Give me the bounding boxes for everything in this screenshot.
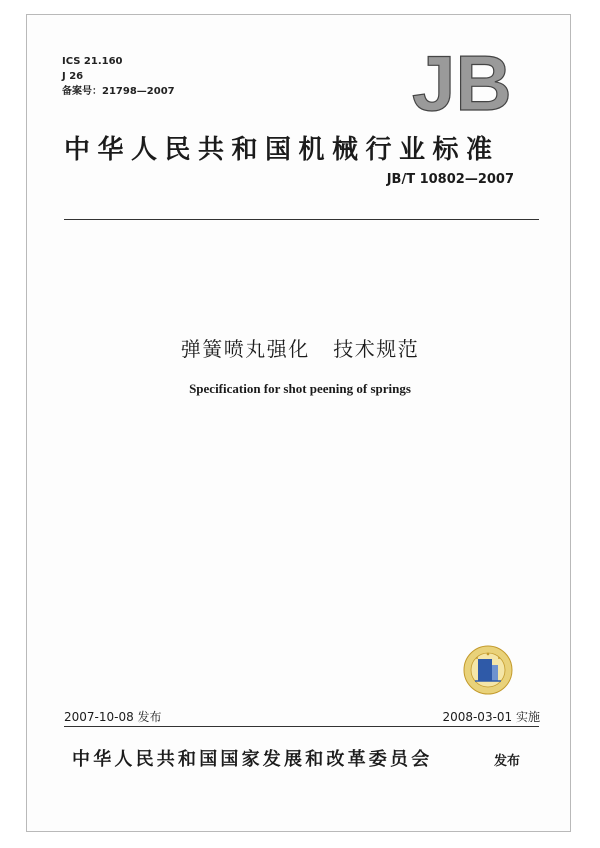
cover-metadata — [62, 54, 175, 99]
jb-logo-letters: JB — [412, 44, 512, 116]
jb-logo-graphic — [408, 44, 520, 116]
publish-label: 发布 — [494, 754, 521, 769]
ics-code: ICS 21.160 — [62, 56, 123, 67]
issue-date: 2007-10-08 发布 — [64, 710, 162, 724]
document-title-english: Specification for shot peening of springs — [189, 381, 411, 396]
document-title-chinese: 弹簧喷丸强化 技术规范 — [180, 337, 420, 361]
jb-logo — [408, 44, 520, 116]
implementation-date: 2008-03-01 实施 — [442, 710, 540, 724]
publisher-name: 中华人民共和国国家发展和改革委员会 — [72, 749, 433, 770]
bottom-divider — [64, 726, 539, 727]
top-divider — [64, 219, 539, 220]
seal-icon — [463, 645, 513, 695]
publisher-seal-emblem — [463, 645, 513, 695]
standard-number: JB/T 10802—2007 — [386, 172, 514, 187]
filing-number: 备案号：21798—2007 — [62, 86, 175, 97]
standard-category-title: 中华人民共和国机械行业标准 — [64, 135, 500, 165]
classification-code: J 26 — [62, 71, 84, 82]
